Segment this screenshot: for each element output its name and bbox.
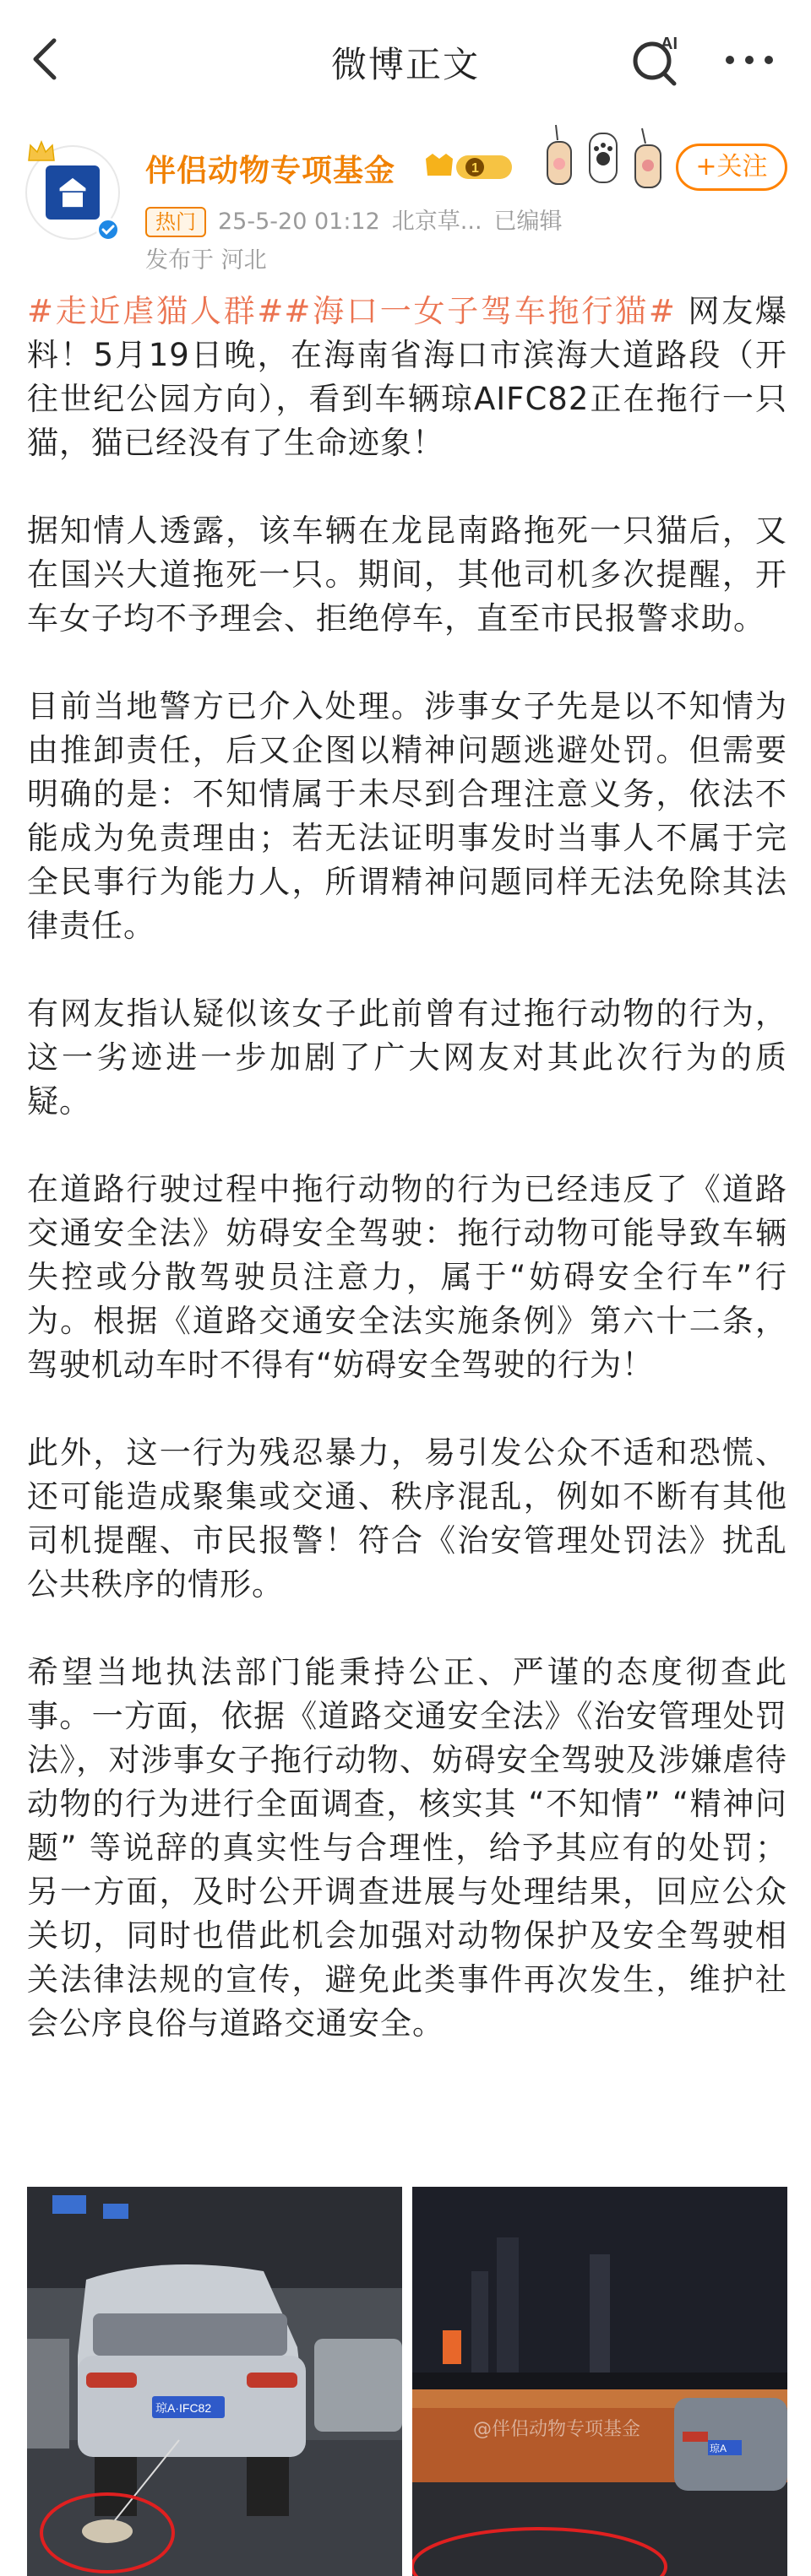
svg-text:1: 1 xyxy=(471,161,479,176)
follow-button[interactable]: +关注 xyxy=(676,144,787,191)
author-name[interactable]: 伴侣动物专项基金 xyxy=(145,154,396,188)
topic-tags[interactable]: #走近虐猫人群##海口一女子驾车拖行猫# xyxy=(27,293,676,329)
svg-text:琼A: 琼A xyxy=(710,2443,727,2454)
image-watermark: @伴侣动物专项基金 xyxy=(473,2419,641,2440)
crown-icon xyxy=(27,138,56,164)
top-bar xyxy=(0,0,811,127)
author-block xyxy=(0,127,811,287)
post-meta xyxy=(145,203,563,237)
post-timestamp: 25-5-20 01:12 xyxy=(218,209,380,235)
avatar[interactable] xyxy=(25,145,125,245)
post-paragraph-5: 在道路行驶过程中拖行动物的行为已经违反了《道路交通安全法》妨碍安全驾驶：拖行动物可能导致车辆失控或分散驾驶员注意力，属于“妨碍安全行车”行为。根据《道路交通安全法实施条例》第六十二条，驾驶机动车时不得有“妨碍安全驾驶的行为！ xyxy=(27,1171,787,1383)
post-image-2[interactable] xyxy=(412,2187,787,2576)
publish-location: 发布于 河北 xyxy=(145,247,267,274)
ai-search-icon[interactable] xyxy=(627,30,686,89)
post-content xyxy=(27,290,787,2090)
edited-label[interactable]: 已编辑 xyxy=(493,209,563,235)
svg-text:琼A·IFC82: 琼A·IFC82 xyxy=(155,2401,212,2415)
post-paragraph-4: 有网友指认疑似该女子此前曾有过拖行动物的行为，这一劣迹进一步加剧了广大网友对其此次行为的质疑。 xyxy=(27,995,787,1120)
level-badge-icon xyxy=(422,150,515,182)
svg-text:AI: AI xyxy=(661,35,678,53)
verified-icon xyxy=(96,218,120,241)
page-title: 微博正文 xyxy=(330,44,480,85)
post-paragraph-3: 目前当地警方已介入处理。涉事女子先是以不知情为由推卸责任，后又企图以精神问题逃避处罚。但需要明确的是：不知情属于未尽到合理注意义务，依法不能成为免责理由；若无法证明事发时当事人不属于完全民事行为能力人，所谓精神问题同样无法免除其法律责任。 xyxy=(27,688,787,944)
paw-stickers-icon xyxy=(541,117,676,209)
more-icon[interactable] xyxy=(720,47,779,73)
post-images xyxy=(27,2187,787,2576)
post-paragraph-1: #走近虐猫人群##海口一女子驾车拖行猫# 网友爆料！5月19日晚，在海南省海口市滨海大道路段（开往世纪公园方向），看到车辆琼AIFC82正在拖行一只猫，猫已经没有了生命迹象！ xyxy=(27,293,788,461)
post-source[interactable]: 北京草... xyxy=(391,209,482,235)
avatar-logo xyxy=(46,165,100,220)
post-paragraph-6: 此外，这一行为残忍暴力，易引发公众不适和恐慌、还可能造成聚集或交通、秩序混乱，例如不断有其他司机提醒、市民报警！符合《治安管理处罚法》扰乱公共秩序的情形。 xyxy=(27,1434,787,1603)
post-paragraph-7: 希望当地执法部门能秉持公正、严谨的态度彻查此事。一方面，依据《道路交通安全法》《治安管理处罚法》，对涉事女子拖行动物、妨碍安全驾驶及涉嫌虐待动物的行为进行全面调查，核实其 “不知情” “精神问题” 等说辞的真实性与合理性，给予其应有的处罚；另一方面，及时公开调查进展与处理结果，回应公众关切，同时也借此机会加强对动物保护及安全驾驶相关法律法规的宣传，避免此类事件再次发生，维护社会公序良俗与道路交通安全。 xyxy=(27,1654,787,2042)
post-image-1[interactable] xyxy=(27,2187,402,2576)
post-paragraph-2: 据知情人透露，该车辆在龙昆南路拖死一只猫后，又在国兴大道拖死一只。期间，其他司机多次提醒，开车女子均不予理会、拒绝停车，直至市民报警求助。 xyxy=(27,512,787,637)
hot-tag-badge: 热门 xyxy=(145,207,206,237)
